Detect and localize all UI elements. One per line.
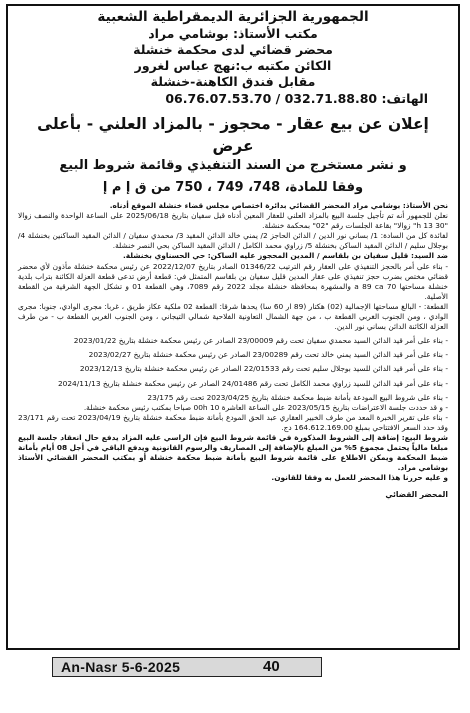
signature-label: المحضر القضائي xyxy=(385,490,448,500)
footer-bar xyxy=(52,657,322,677)
phone-numbers: 06.76.07.53.70 / 032.71.88.80 xyxy=(165,91,378,106)
notice-header xyxy=(18,9,448,90)
body-paragraph: - بناء على شروط البيع المودعة بأمانة ضبط محكمة خنشلة بتاريخ 2023/04/25 تحت رقم 23/175 xyxy=(147,392,448,402)
body-paragraph: القطعة: - البالغ مساحتها الإجمالية (02) هكتار (89 ار 60 سا) يحدها شرقا: القطعة 02 ملكية عكاز طريق ، غربا: مجرى الوادي، جنوبا: مجرى الوادي ، ومن الجنوب الغربي القطعة ب ، من جهة الشمال التعاونية الفلاحية شمالي التيجاني ، ومن الجنوب الغربي القطعة ب - من طرف العزلة الكائنة الدائن بساني نور الدين. xyxy=(18,301,448,332)
republic-name: الجمهورية الجزائرية الديمقراطية الشعبية xyxy=(97,9,369,25)
body-paragraph: نعلن للجمهور أنه تم تأجيل جلسة البيع بالمزاد العلني للعقار المعين أدناه قبل سفيان بتاريخ 2025/06/18 على الساعة الواحدة والنصف زوالا "30 h 13" زوالا" بقاعة الجلسات رقم "02" بمحكمة خنشلة. xyxy=(18,211,448,231)
body-paragraph: شروط البيع: إضافة إلى الشروط المذكورة في قائمة شروط البيع فإن الراسي عليه المزاد يدفع حال انعقاد جلسة البيع مبلغا مالياً يحتمل مجموع 5% من المبلغ بالإضافة إلى المصاريف والرسوم القانونية ويدفع الباقي في أجل 08 أيام بأمانة ضبط المحكمة ويمكن الاطلاع على قائمة شروط البيع بأمانة ضبط محكمة خنشلة أو بمكتب المحضر القضائي الأستاذ بوشامي مراد. xyxy=(18,432,448,473)
body-paragraph: لفائدة كل من السادة: 1/ بساني نور الدين / الدائن الحاجز 2/ يمني خالد الدائن المقيد 3/ محمدي سفيان / الدائن المقيد الساكنين بخنشلة 4/ بوجلال سليم / الدائن المقيد الساكن بخنشلة 5/ زراوي محمد الكامل / الدائن المقيد الساكن بحي النصر خنشلة. xyxy=(18,231,448,251)
body-paragraph: - بناء على أمر قيد الدائن السيد يمني خالد تحت رقم 23/00289 الصادر عن رئيس محكمة خنشلة بتاريخ 2023/02/27 xyxy=(88,350,448,360)
body-paragraph: ضد السيد: قليل سفيان بن بلقاسم / المدين المحجوز عليه الساكن: حي الحسناوي بخنشلة. xyxy=(122,251,448,261)
body-paragraph: نحن الأستاذ: بوشامي مراد المحضر القضائي بدائرة اختصاص مجلس قضاء خنشلة الموقع أدناه. xyxy=(109,201,448,210)
body-paragraph: - و قد حددت جلسة الاعتراضات بتاريخ 2023/05/15 على الساعة العاشرة 00h 10 صباحا بمكتب رئيس محكمة خنشلة. xyxy=(83,402,448,412)
legal-notice-frame xyxy=(6,4,460,650)
body-paragraph: - بناء على أمر قيد الدائن للسيد زراوي محمد الكامل تحت رقم 24/01486 الصادر عن رئيس محكمة خنشلة بتاريخ 2024/11/13 xyxy=(57,378,448,388)
office-address: الكائن مكتبه ب:نهج عباس لغرور xyxy=(134,58,332,73)
bailiff-court: محضر قضائي لدى محكمة خنشلة xyxy=(133,42,333,57)
notice-body xyxy=(18,201,448,483)
bailiff-office: مكتب الأستاذ: بوشامي مراد xyxy=(148,26,318,41)
phone-line xyxy=(18,90,448,107)
page-number: 40 xyxy=(263,658,280,675)
office-landmark: مقابل فندق الكاهنة-خنشلة xyxy=(150,74,316,89)
phone-label: الهاتف: xyxy=(381,91,428,106)
body-paragraph: - بناء على أمر قيد الدائن السيد محمدي سفيان تحت رقم 23/00009 الصادر عن رئيس محكمة خنشلة بتاريخ 2023/01/22 xyxy=(73,336,448,346)
legal-articles: وفقا للمادة، 748، 749 ، 750 من ق إ م إ xyxy=(102,180,364,195)
notice-title: إعلان عن بيع عقار - محجوز - بالمزاد العلني - بأعلى عرض xyxy=(37,115,429,155)
newspaper-date: An-Nasr 5-6-2025 xyxy=(61,659,181,675)
body-paragraph: - بناء على أمر بالحجز التنفيذي على العقار رقم الترتيب 01346/22 الصادر بتاريخ 2022/12/07 عن رئيس محكمة خنشلة مأذون لأي محضر قضائي مختص بضرب حجز تنفيذي على عقار المدين قليل سفيان بن بلقاسم المتمثل في: قطعة أرض تدعى قطعة العزلة الكائنة بتراب بلدية خنشلة مساحتها 70 a 89 ca والمشهرة بمحافظة خنشلة مجلد 2022 رقم 7089، وهي القطعة 01 و تشكل الجهة الشرقية من القطعة الأصلية. xyxy=(18,261,449,301)
page-footer xyxy=(22,657,448,705)
body-paragraph: - بناء على تقرير الخبرة المعد من طرف الخبير العقاري عبد الحق المودع بأمانة ضبط محكمة خنشلة بتاريخ 2023/04/19 تحت رقم 23/171 وقد حدد السعر الافتتاحي بمبلغ 164.612.169.00 دج. xyxy=(18,412,448,432)
body-paragraph: و عليه حررنا هذا المحضر للعمل به وفقا للقانون. xyxy=(271,473,448,483)
notice-subtitle: و نشر مستخرج من السند التنفيذي وقائمة شروط البيع xyxy=(59,158,407,173)
body-paragraph: - بناء على أمر قيد الدائن للسيد بوجلال سليم تحت رقم 22/01533 الصادر عن رئيس محكمة خنشلة بتاريخ 2023/12/13 xyxy=(79,364,448,374)
